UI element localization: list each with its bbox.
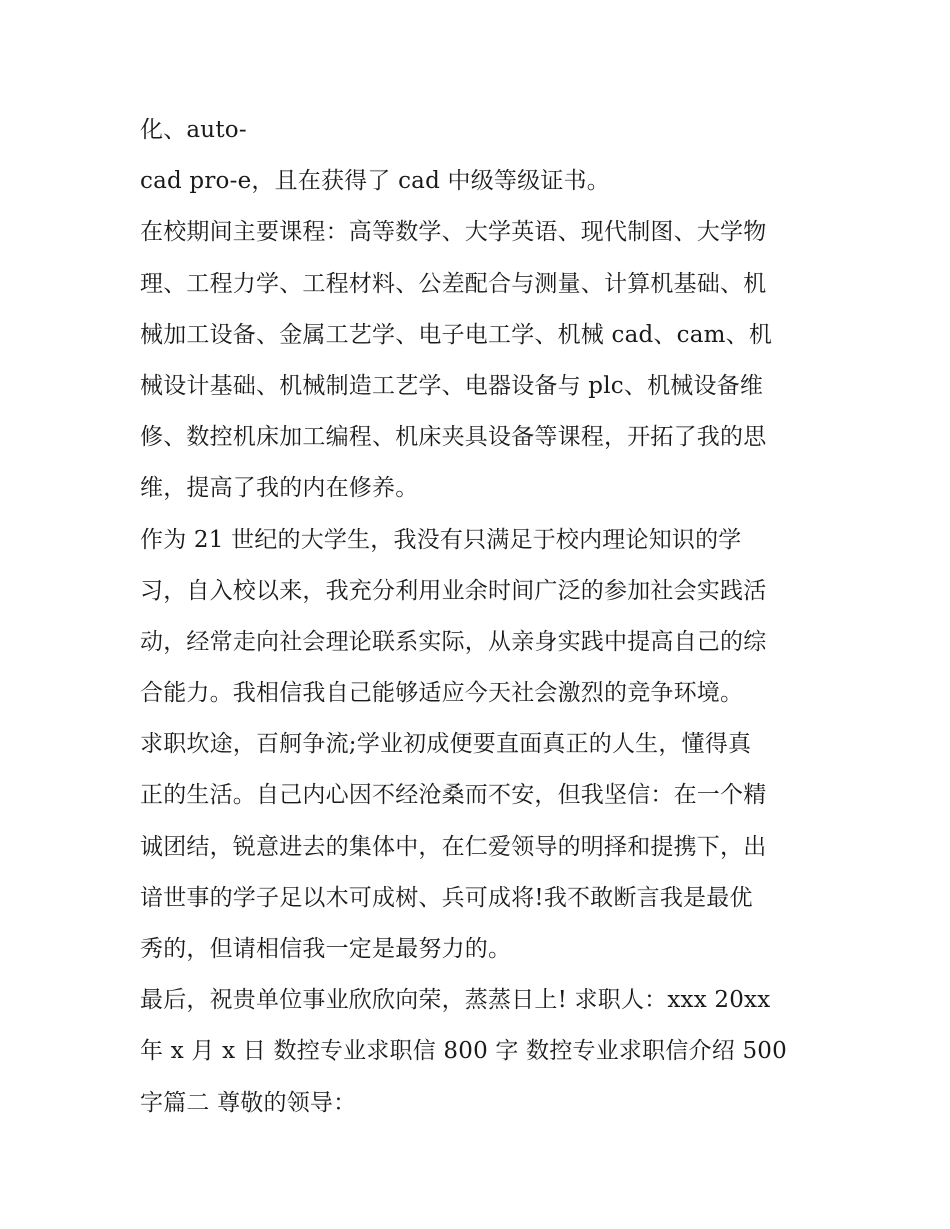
- text-line: 谙世事的学子足以木可成树、兵可成将!我不敢断言我是最优: [140, 884, 753, 911]
- text-line: 年 x 月 x 日 数控专业求职信 800 字 数控专业求职信介绍 500: [140, 1038, 787, 1065]
- text-line: 化、auto-: [140, 117, 247, 143]
- text-line: 理、工程力学、工程材料、公差配合与测量、计算机基础、机: [140, 270, 767, 297]
- text-line: cad pro-e，且在获得了 cad 中级等级证书。: [140, 168, 610, 195]
- text-line: 字篇二 尊敬的领导：: [140, 1089, 357, 1116]
- text-line: 最后，祝贵单位事业欣欣向荣，蒸蒸日上! 求职人：xxx 20xx: [140, 987, 771, 1014]
- text-line: 修、数控机床加工编程、机床夹具设备等课程，开拓了我的思: [140, 424, 767, 451]
- text-line: 秀的，但请相信我一定是最努力的。: [140, 936, 512, 962]
- text-line: 械加工设备、金属工艺学、电子电工学、机械 cad、cam、机: [140, 321, 773, 348]
- document-body: [140, 105, 820, 1129]
- text-line: 动，经常走向社会理论联系实际，从亲身实践中提高自己的综: [140, 628, 767, 655]
- text-line: 合能力。我相信我自己能够适应今天社会激烈的竞争环境。: [140, 680, 744, 707]
- text-line: 作为 21 世纪的大学生，我没有只满足于校内理论知识的学: [140, 526, 742, 553]
- text-line: 求职坎途，百舸争流;学业初成便要直面真正的人生，懂得真: [140, 731, 752, 758]
- text-line: 维，提高了我的内在修养。: [140, 475, 419, 502]
- text-line: 在校期间主要课程：高等数学、大学英语、现代制图、大学物: [140, 219, 767, 246]
- text-line: 械设计基础、机械制造工艺学、电器设备与 plc、机械设备维: [140, 372, 764, 399]
- text-line: 习，自入校以来，我充分利用业余时间广泛的参加社会实践活: [140, 577, 767, 604]
- text-line: 诚团结，锐意进去的集体中，在仁爱领导的明择和提携下，出: [140, 833, 767, 860]
- text-line: 正的生活。自己内心因不经沧桑而不安，但我坚信：在一个精: [140, 782, 767, 809]
